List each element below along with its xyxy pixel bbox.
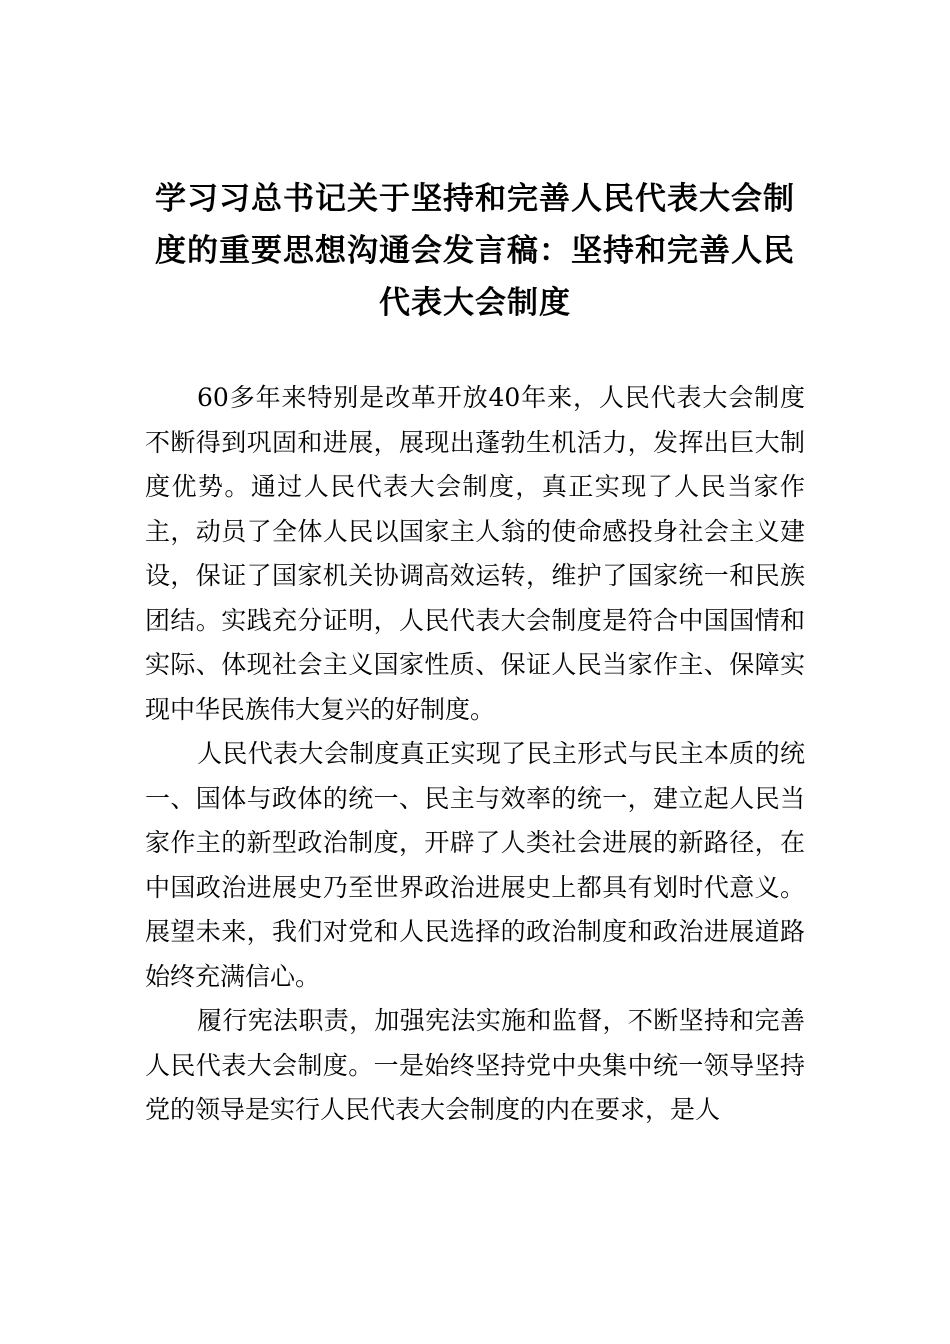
paragraph: 履行宪法职责，加强宪法实施和监督，不断坚持和完善人民代表大会制度。一是始终坚持党中央集中统一领导坚持党的领导是实行人民代表大会制度的内在要求，是人 [145, 1006, 805, 1124]
document-body [145, 376, 805, 1133]
paragraph: 人民代表大会制度真正实现了民主形式与民主本质的统一、国体与政体的统一、民主与效率的统一，建立起人民当家作主的新型政治制度，开辟了人类社会进展的新路径，在中国政治进展史乃至世界政治进展史上都具有划时代意义。展望未来，我们对党和人民选择的政治制度和政治进展道路始终充满信心。 [145, 739, 805, 991]
paragraph: 60多年来特别是改革开放40年来，人民代表大会制度不断得到巩固和进展，展现出蓬勃生机活力，发挥出巨大制度优势。通过人民代表大会制度，真正实现了人民当家作主，动员了全体人民以国家主人翁的使命感投身社会主义建设，保证了国家机关协调高效运转，维护了国家统一和民族团结。实践充分证明，人民代表大会制度是符合中国国情和实际、体现社会主义国家性质、保证人民当家作主、保障实现中华民族伟大复兴的好制度。 [145, 383, 805, 724]
document-title: 学习习总书记关于坚持和完善人民代表大会制度的重要思想沟通会发言稿：坚持和完善人民代表大会制度 [155, 181, 795, 321]
